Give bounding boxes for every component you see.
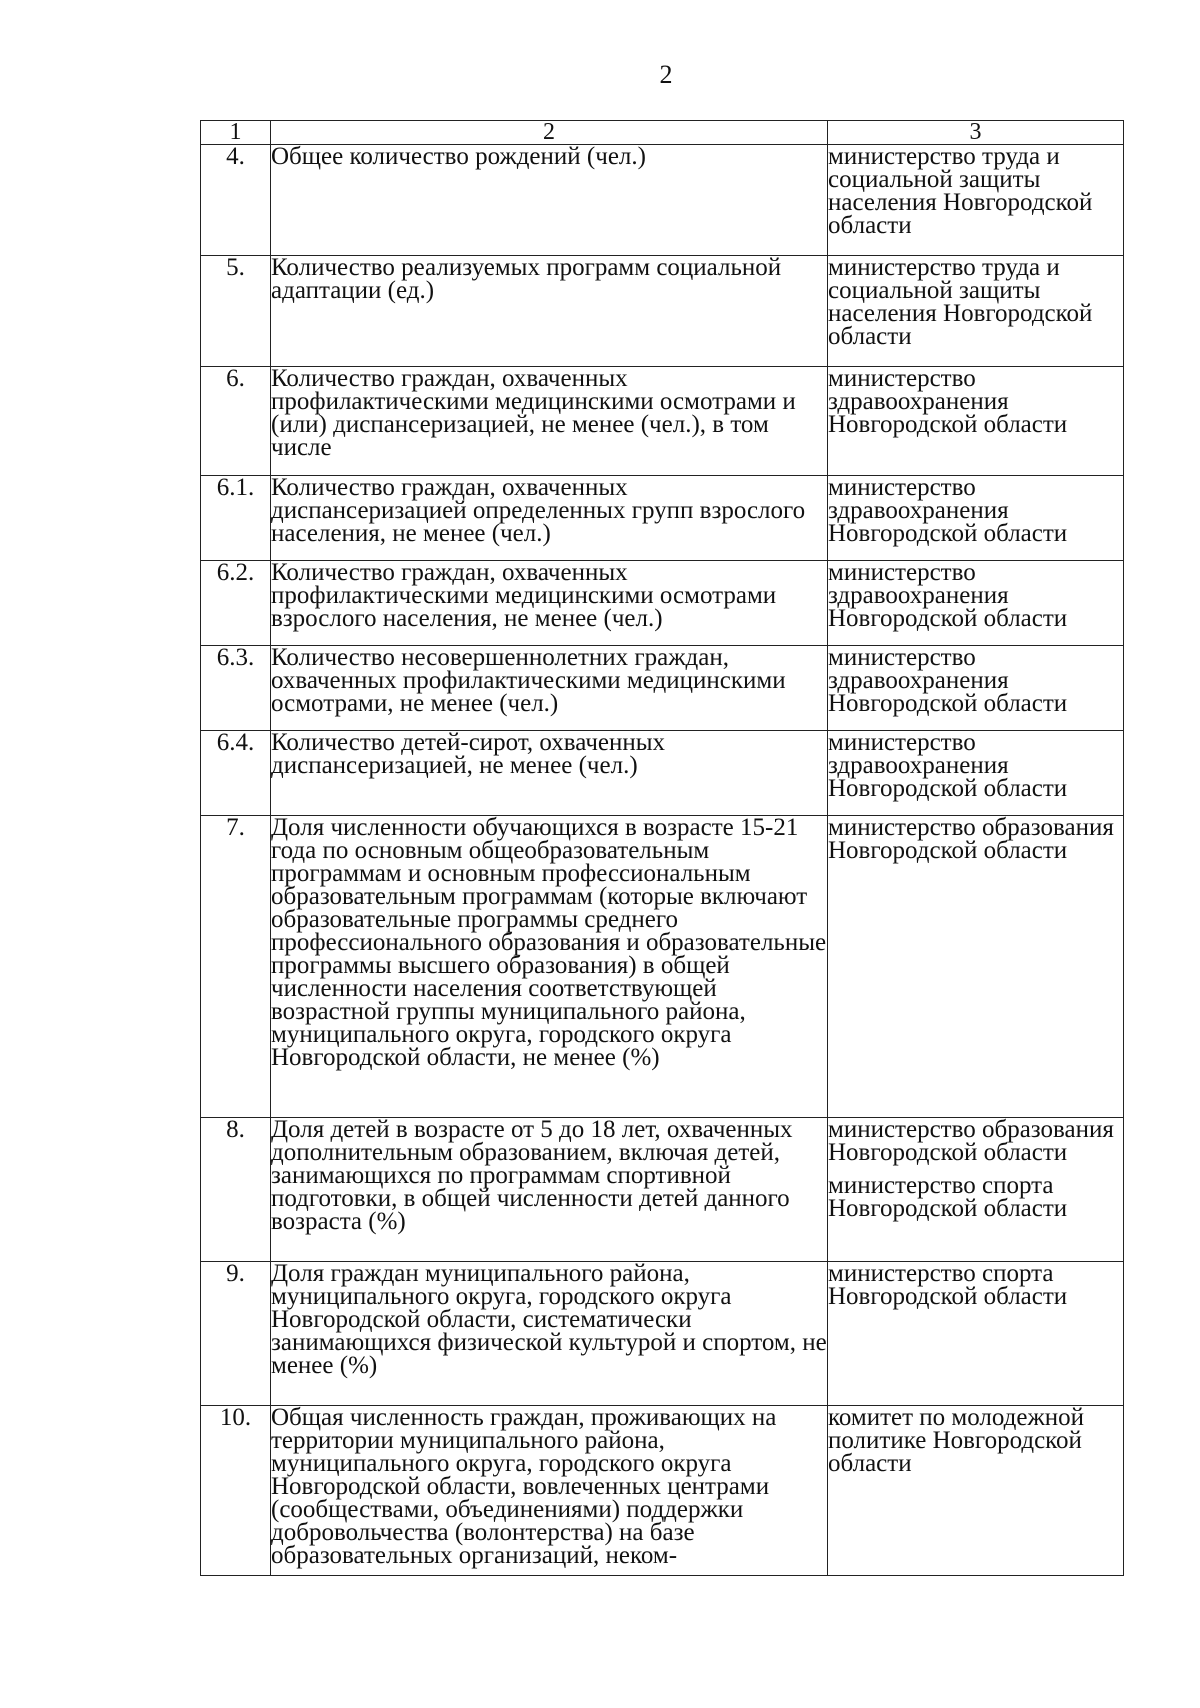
responsible-authority: министерство спорта Новгородской области xyxy=(828,1260,1068,1310)
responsible-authority: министерство образования Новгородской области xyxy=(828,814,1114,864)
indicator-text: Количество граждан, охваченных профилактическими медицинскими осмотрами и (или) диспансеризацией, не менее (чел.), в том числе xyxy=(271,367,828,476)
table-row xyxy=(201,1262,1124,1406)
responsible-cell xyxy=(828,1406,1124,1576)
responsible-cell xyxy=(828,1262,1124,1406)
responsible-authority: министерство образования Новгородской области xyxy=(828,1116,1114,1166)
indicator-text: Количество реализуемых программ социальной адаптации (ед.) xyxy=(271,256,828,367)
indicator-text: Доля численности обучающихся в возрасте 15-21 года по основным общеобразовательным программам и основным профессиональным образовательным программам (которые включают образовательные программы среднего профессионального образования и образовательные программы высшего образования) в общей численности населения соответствующей возрастной группы муниципального района, муниципального округа, городского округа Новгородской области, не менее (%) xyxy=(271,816,828,1118)
table-row xyxy=(201,561,1124,646)
table-row xyxy=(201,256,1124,367)
indicator-text: Количество граждан, охваченных диспансеризацией определенных групп взрослого населения, не менее (чел.) xyxy=(271,476,828,561)
responsible-authority: министерство здравоохранения Новгородской области xyxy=(828,365,1068,438)
table-row xyxy=(201,476,1124,561)
row-number: 6.2. xyxy=(201,561,271,646)
row-number: 5. xyxy=(201,256,271,367)
responsible-authority: министерство здравоохранения Новгородской области xyxy=(828,474,1068,547)
table-header-row xyxy=(201,121,1124,145)
responsible-authority: министерство труда и социальной защиты населения Новгородской области xyxy=(828,254,1093,350)
column-header-responsible: 3 xyxy=(828,121,1124,145)
table-row xyxy=(201,1406,1124,1576)
page-number: 2 xyxy=(659,60,673,89)
responsible-cell xyxy=(828,476,1124,561)
responsible-cell xyxy=(828,367,1124,476)
responsible-authority: министерство здравоохранения Новгородской области xyxy=(828,559,1068,632)
responsible-authority: министерство труда и социальной защиты населения Новгородской области xyxy=(828,143,1093,239)
responsible-cell xyxy=(828,561,1124,646)
row-number: 6.1. xyxy=(201,476,271,561)
row-number: 6.4. xyxy=(201,731,271,816)
table-row xyxy=(201,816,1124,1118)
responsible-cell xyxy=(828,731,1124,816)
responsible-cell xyxy=(828,816,1124,1118)
responsible-cell xyxy=(828,256,1124,367)
column-header-indicator: 2 xyxy=(271,121,828,145)
row-number: 10. xyxy=(201,1406,271,1576)
column-header-number: 1 xyxy=(201,121,271,145)
indicators-table xyxy=(200,120,1124,1576)
table-row xyxy=(201,145,1124,256)
table-row xyxy=(201,367,1124,476)
responsible-cell xyxy=(828,1118,1124,1262)
responsible-authority: министерство спорта Новгородской области xyxy=(828,1172,1068,1222)
indicator-text: Общее количество рождений (чел.) xyxy=(271,145,828,256)
row-number: 4. xyxy=(201,145,271,256)
responsible-cell xyxy=(828,646,1124,731)
indicator-text: Количество детей-сирот, охваченных диспансеризацией, не менее (чел.) xyxy=(271,731,828,816)
row-number: 7. xyxy=(201,816,271,1118)
row-number: 8. xyxy=(201,1118,271,1262)
row-number: 6. xyxy=(201,367,271,476)
indicator-text: Общая численность граждан, проживающих на территории муниципального района, муниципального округа, городского округа Новгородской области, вовлеченных центрами (сообществами, объединениями) поддержки добровольчества (волонтерства) на базе образовательных организаций, неком- xyxy=(271,1406,828,1576)
row-number: 6.3. xyxy=(201,646,271,731)
indicator-text: Количество несовершеннолетних граждан, охваченных профилактическими медицинскими осмотрами, не менее (чел.) xyxy=(271,646,828,731)
table-row xyxy=(201,1118,1124,1262)
row-number: 9. xyxy=(201,1262,271,1406)
responsible-authority: министерство здравоохранения Новгородской области xyxy=(828,644,1068,717)
table-row xyxy=(201,646,1124,731)
table-row xyxy=(201,731,1124,816)
indicator-text: Доля граждан муниципального района, муниципального округа, городского округа Новгородской области, систематически занимающихся физической культурой и спортом, не менее (%) xyxy=(271,1262,828,1406)
responsible-authority: министерство здравоохранения Новгородской области xyxy=(828,729,1068,802)
responsible-cell xyxy=(828,145,1124,256)
indicator-text: Доля детей в возрасте от 5 до 18 лет, охваченных дополнительным образованием, включая детей, занимающихся по программам спортивной подготовки, в общей численности детей данного возраста (%) xyxy=(271,1118,828,1262)
responsible-authority: комитет по молодежной политике Новгородской области xyxy=(828,1404,1085,1477)
indicator-text: Количество граждан, охваченных профилактическими медицинскими осмотрами взрослого населения, не менее (чел.) xyxy=(271,561,828,646)
